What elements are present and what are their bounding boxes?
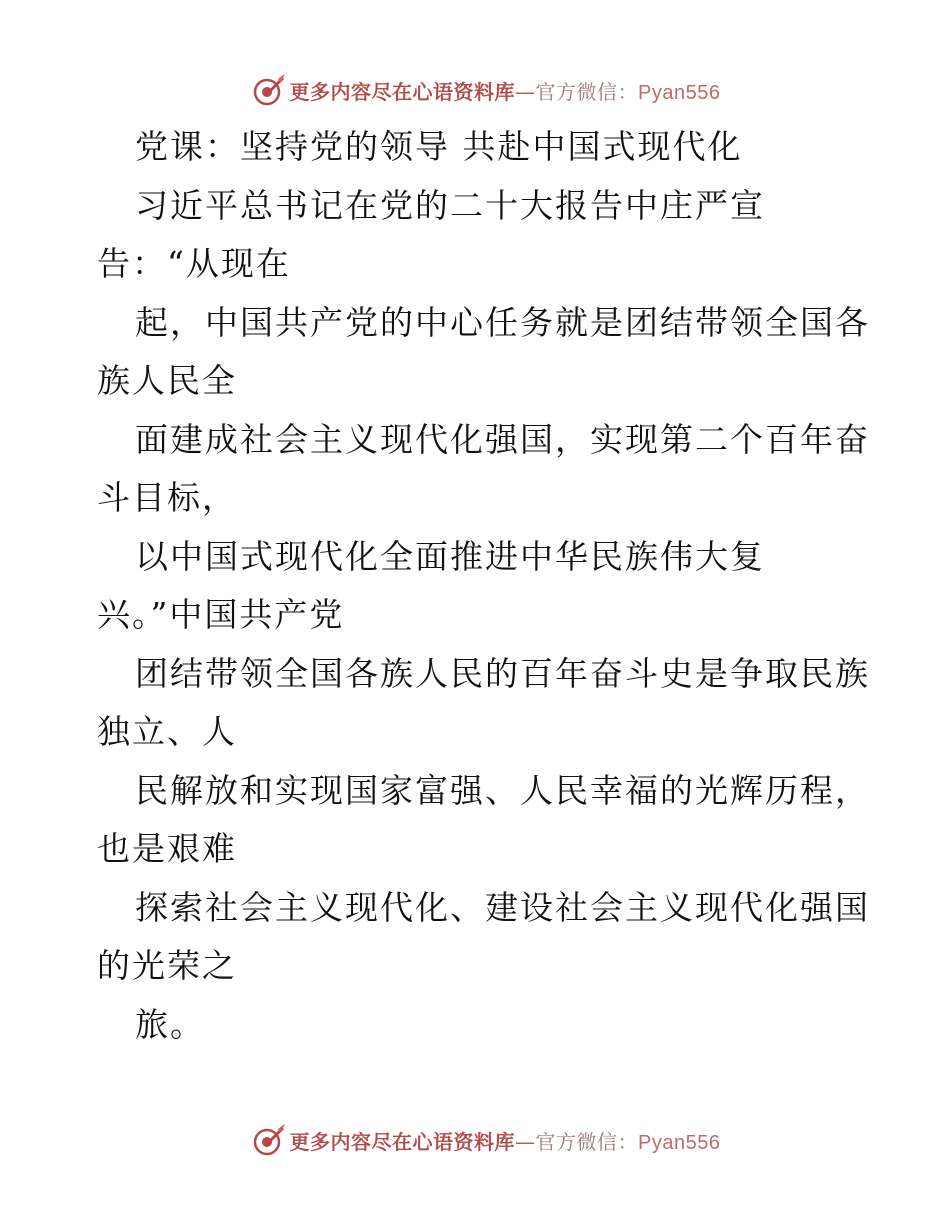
text-line: 独立、人 (97, 712, 237, 751)
text-line: 兴。”中国共产党 (97, 595, 345, 634)
text-line: 团结带领全国各族人民的百年奋斗史是争取民族 (135, 653, 870, 693)
text-line: 以中国式现代化全面推进中华民族伟大复 (135, 536, 765, 576)
quill-logo-icon (252, 73, 286, 107)
text-line: 旅。 (135, 1004, 205, 1044)
text-line: 面建成社会主义现代化强国，实现第二个百年奋 (135, 419, 870, 459)
header-banner-inner (252, 73, 721, 107)
document-body (97, 118, 877, 1054)
text-line: 的光荣之 (97, 946, 237, 985)
quill-logo-icon (252, 1123, 286, 1157)
banner-dash: — (515, 1129, 536, 1154)
text-line: 习近平总书记在党的二十大报告中庄严宣 (135, 185, 765, 225)
banner-text (290, 76, 721, 105)
text-line: 民解放和实现国家富强、人民幸福的光辉历程， (135, 770, 870, 810)
banner-wechat-id: Pyan556 (638, 81, 721, 104)
banner-text (290, 1126, 721, 1155)
banner-wechat-id: Pyan556 (638, 1131, 721, 1154)
footer-banner-inner (252, 1123, 721, 1157)
text-line: 也是艰难 (97, 829, 237, 868)
text-line: 斗目标， (97, 478, 237, 517)
text-line: 探索社会主义现代化、建设社会主义现代化强国 (135, 887, 870, 927)
banner-brand-text: 更多内容尽在心语资料库 (289, 79, 516, 104)
document-title: 党课：坚持党的领导 共赴中国式现代化 (135, 127, 743, 166)
banner-wechat-label: 官方微信： (535, 1129, 639, 1154)
banner-brand-text: 更多内容尽在心语资料库 (289, 1129, 516, 1154)
text-line: 告：“从现在 (97, 244, 291, 283)
footer-banner (0, 1118, 950, 1162)
text-line: 族人民全 (97, 361, 237, 400)
banner-dash: — (515, 79, 536, 104)
header-banner (0, 68, 950, 112)
text-line: 起，中国共产党的中心任务就是团结带领全国各 (135, 302, 870, 342)
banner-wechat-label: 官方微信： (535, 79, 639, 104)
